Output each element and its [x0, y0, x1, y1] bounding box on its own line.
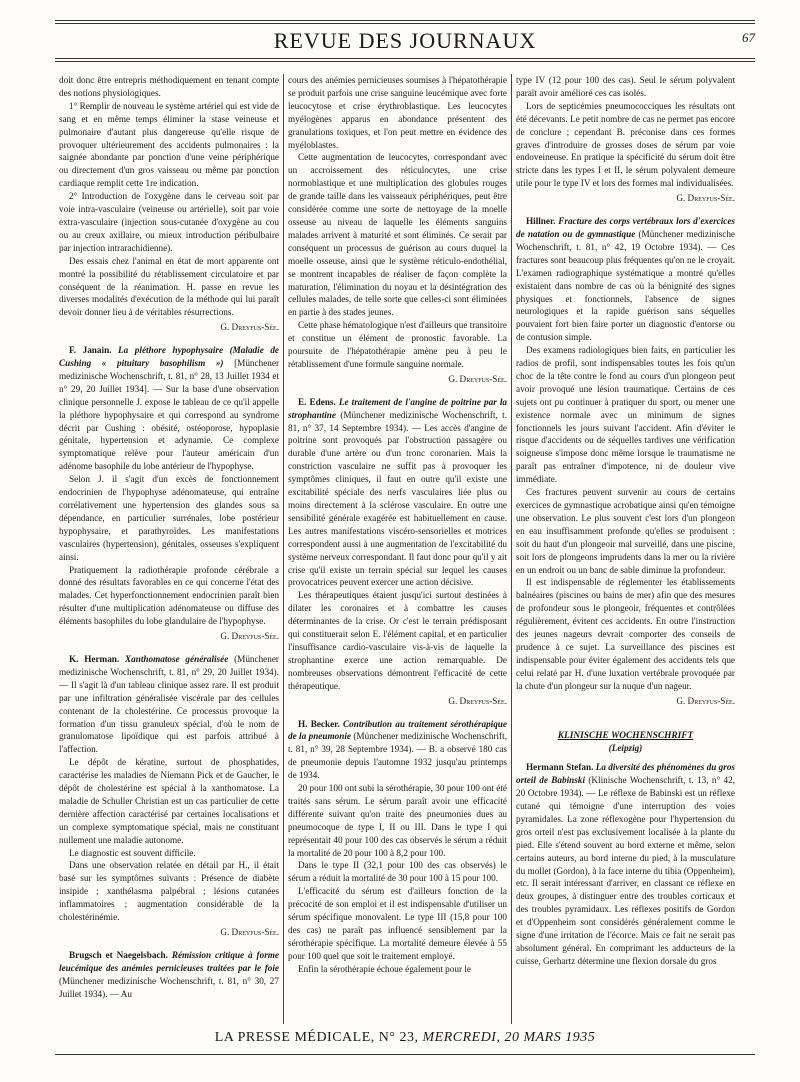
paragraph: Enfin la sérothérapie échoue également pour le [298, 963, 471, 974]
article-title: Fracture des corps vertébraux lors d'exercices de natation ou de gymnastique [516, 216, 736, 239]
article-author: K. Herman. [69, 653, 120, 664]
article-author: Hillner. [526, 216, 556, 227]
article-reference: (Münchener medizinische Wochenschrift, t. 81, n° 39, 28 Septembre 1934). — B. a observé 180 cas de pneumonie depuis l'automne 1932 jusqu'au printemps de 1934. [288, 731, 507, 781]
paragraph: Cette augmentation de leucocytes, correspondant avec un accroissement des réticulocytes, une crise normoblastique et une multiplication des globules rouges de grande taille dans les vaisseaux périphériques, peut être considérée comme une sorte de nettoyage de la moelle osseuse au niveau de laquelle les éléments sanguins malades arrivent à maturité et sont éliminés. Ce serait par conséquent un processus de guérison au cours duquel la moelle osseuse, ainsi que le système réticulo-endothélial, se montrent incapables de réaliser de façon complète la maturation, l'élimination du noyau et la désintégration des cellules malades, de telle sorte que celles-ci sont éliminées en partie à des stades jeunes. [288, 152, 507, 318]
article-heading [59, 653, 279, 756]
paragraph: 20 pour 100 ont subi la sérothérapie, 30 pour 100 ont été traités sans sérum. Le sérum paraît avoir une efficacité différente suivant qu'on traite des pneumonies dues au pneumocoque de type I, II ou III. Dans le type I qui représentait 40 pour 100 des cas observés le sérum a réduit la mortalité de 20 pour 100 à 8,2 pour 100. [288, 783, 507, 858]
page-header [55, 20, 755, 64]
paragraph: Des examens radiologiques bien faits, en particulier les radios de profil, sont indispensables toutes les fois qu'un choc de la tête contre le fond au cours d'un plongeon peut avoir provoqué une lésion traumatique. Certains de ces sujets ont pu continuer à pratiquer du sport, ou mener une existence normale avec un minimum de signes fonctionnels les jours suivant l'accident. Afin d'éviter le risque d'accidents ou de séquelles tardives une vérification soigneuse s'impose donc même lorsque le traumatisme ne paraît pas entraîner d'impotence, ni de douleur vive immédiate. [516, 345, 735, 485]
paragraph: doit donc être entrepris méthodiquement en tenant compte des notions physiologiques. [59, 75, 279, 98]
paragraph: Selon J. il s'agit d'un excès de fonctionnement endocrinien de l'hypophyse adénomateuse, qui entraîne corrélativement une hypertension des glandes sous sa dépendance, en particulier surrénales, lobe postérieur hypophysaire, et parathyroïdes. Les manifestations vasculaires (hypertension), génitales, osseuses s'expliquent ainsi. [59, 474, 279, 562]
article-columns [55, 74, 755, 1024]
paragraph: Cette phase hématologique n'est d'ailleurs que transitoire et constitue un élément de pronostic favorable. La poursuite de l'hépatothérapie amène peu à peu le rétablissement d'une formule sanguine normale. [288, 320, 507, 369]
signature: G. Dreyfus-Sée. [220, 631, 279, 642]
article-heading [288, 718, 507, 783]
page-number: 67 [742, 30, 755, 45]
paragraph: Dans une observation relatée en détail par H., il était basé sur les symptômes suivants : Présence de diabète insipide ; xanthélasma palpébral ; lésions cutanées inflammatoires ; augmentation considérable de la cholestérinémie. [59, 860, 279, 923]
footer-date: MERCREDI, 20 MARS 1935 [422, 1030, 596, 1045]
paragraph: Les thérapeutiques étaient jusqu'ici surtout destinées à dilater les coronaires et à combattre les causes déterminantes de la crise. Or c'est le terrain prédisposant qui constituerait selon E. l'élément capital, et en particulier l'insuffisance cardio-vasculaire vis-à-vis de laquelle la strophantine exerce une action remarquable. De nombreuses observations démontrent l'efficacité de cette thérapeutique. [288, 590, 507, 691]
footer-journal: LA PRESSE MÉDICALE, N° 23, [214, 1030, 419, 1045]
paragraph: Des essais chez l'animal en état de mort apparente ont montré la possibilité du rétablissement circulatoire et par conséquent de la réanimation. H. passe en revue les diverses modalités d'exécution de la méthode qui lui paraît devoir donner lieu à de véritables résurrections. [59, 255, 279, 318]
header-rule [55, 23, 755, 24]
signature: G. Dreyfus-Sée. [220, 322, 279, 333]
signature: G. Dreyfus-Sée. [448, 373, 507, 384]
paragraph: Le dépôt de kératine, surtout de phosphatides, caractérise les maladies de Niemann Pick et de Gaucher, le dépôt de cholestérine est spécial à la xanthomatose. La maladie de Schuller Christian est un cas particulier de cette dernière affection caractérisé par certaines localisations et un complexe symptomatique spécial, mais ne constituant nullement une maladie autonome. [59, 757, 279, 845]
signature: G. Dreyfus-Sée. [448, 695, 507, 706]
paragraph: Il est indispensable de réglementer les établissements balnéaires (piscines ou bains de mer) afin que des mesures de profondeur sous le plongeoir, fréquentes et contrôlées régulièrement, évitent ces accidents. En outre l'instruction des jeunes nageurs devrait comporter des conseils de prudence à ce sujet. La surveillance des piscines est indispensable pour éviter également des accidents tels que celui relaté par H. d'une luxation vertébrale provoquée par la chute d'un plongeur sur la nuque d'un nageur. [516, 577, 735, 691]
article-reference: (Münchener medizinische Wochenschrift, t. 81, n° 29, 20 Juillet 1934). — Il s'agit là d'un tableau clinique assez rare. Il est produit par une infiltration généralisée viscérale par des cellules contenant de la cholestérine. Ce processus provoque la formation d'un tissu granuleux spécial, d'où le nom de granulomatose lipoïdique qui est parfois attribué à l'affection. [59, 653, 279, 755]
header-rule [55, 58, 755, 59]
article-heading [516, 761, 735, 968]
column-3 [511, 74, 739, 1024]
article-title: La diversité des phénomènes du gros orteil de Babinski [516, 762, 736, 786]
article-heading [516, 215, 735, 344]
article-heading [288, 396, 507, 590]
article-reference: [Münchener medizinische Wochenschrift, t. 81, n° 28, 13 Juillet 1934 et n° 29, 20 Juillet 1934]. — Sur la base d'une observation clinique personnelle J. expose le tableau de ce qu'il appelle la pléthore hypophysaire et qui correspond au syndrome décrit par Cushing : obésité, ostéoporose, hypoplasie génitale, hypertension et adynamie. Ce complexe symptomatique relève pour l'auteur américain d'un adénome basophile du lobe antérieur de l'hypophyse. [59, 358, 280, 472]
article-title: La pléthore hypophysaire (Maladie de Cushing « pituitary basophilism ») [59, 345, 280, 369]
article-reference: (Münchener medizinische Wochenschrift, t. 81, n° 42, 19 Octobre 1934). — Ces fractures sont beaucoup plus fréquentes qu'on ne le croyait. L'examen radiographique systématique a montré qu'elles existaient dans nombre de cas où la bénignité des signes physiques et fonctionnels, l'absence de signes neurologiques et la rapide guérison sans séquelles pouvaient fort bien faire porter un diagnostic d'entorse ou de contusion simple. [516, 228, 735, 343]
article-author: H. Becker. [298, 718, 340, 729]
article-heading [59, 949, 279, 1001]
journal-section-heading: KLINISCHE WOCHENSCHRIFT [557, 730, 694, 741]
article-author: E. Edens. [298, 396, 336, 407]
paragraph: 1° Remplir de nouveau le système artériel qui est vide de sang et en même temps éliminer la stase veineuse et pulmonaire d'autant plus dangereuse qu'elle risque de provoquer ultérieurement des accidents pulmonaires : la saignée abondante par ponction d'une veine périphérique ou directement d'un gros vaisseau ou même par ponction cardiaque remplit cette 1re indication. [59, 100, 279, 189]
journal-section-title: REVUE DES JOURNAUX [273, 28, 537, 53]
article-reference: (Klinische Wochenschrift, t. 13, n° 42, 20 Octobre 1934). — Le réflexe de Babinski est un réflexe cutané qui témoigne d'une interruption des voies pyramidales. La zone réflexogène pour l'hypertension du gros orteil n'est pas exclusivement localisée à la plante du pied. Elle s'étend souvent au bord externe et même, selon certains auteurs, au bord interne du pied, à la musculature du mollet (Gordon), à la face interne du tibia (Oppenheim), etc. Il serait intéressant d'arriver, en classant ce réflexe en deux groupes, à distinguer entre des troubles corticaux et des troubles pyramidaux. Les réflexes positifs de Gordon et d'Oppenheim sont considérés généralement comme le signe d'une irritation de l'écorce. Mais ce fait ne serait pas absolument général. En comprimant les adducteurs de la cuisse, Gerhartz détermine une flexion dorsale du gros [516, 775, 735, 966]
signature: G. Dreyfus-Sée. [220, 927, 279, 937]
header-rule [55, 61, 755, 62]
article-author: Brugsch et Naegelsbach. [69, 949, 168, 960]
page-footer [55, 1030, 755, 1060]
paragraph: L'efficacité du sérum est d'ailleurs fonction de la précocité de son emploi et il est indispensable d'utiliser un sérum spécifique monovalent. Le type III (15,8 pour 100 des cas) ne paraît pas influencé sensiblement par la sérothérapie spécifique. La mortalité demeure élevée à 55 pour 100 quel que soit le traitement employé. [288, 886, 507, 961]
article-title: Rémission critique à forme leucémique des anémies pernicieuses traitées par le foie [59, 949, 279, 973]
paragraph: Dans le type II (32,1 pour 100 des cas observés) le sérum a réduit la mortalité de 30 pour 100 à 15 pour 100. [288, 860, 507, 884]
journal-section-city: (Leipzig) [608, 743, 643, 754]
signature: G. Dreyfus-Sée. [676, 695, 735, 706]
paragraph: Le diagnostic est souvent difficile. [69, 847, 196, 858]
article-heading [59, 344, 279, 473]
paragraph: Pratiquement la radiothérapie profonde cérébrale a donné des résultats favorables en ce qui concerne l'état des malades. Cet hyperfonctionnement endocrinien paraît bien résulter d'une multiplication adénomateuse ou diffuse des éléments basophiles du lobe glandulaire de l'hypophyse. [59, 564, 279, 627]
column-1 [55, 74, 283, 1024]
article-author: Hermann Stefan. [526, 762, 594, 773]
paragraph: Ces fractures peuvent survenir au cours de certains exercices de gymnastique acrobatique ainsi qu'en témoigne une observation. Le plus souvent c'est lors d'un plongeon en eau insuffisamment profonde qu'elles se produisent : soit du haut d'un plongeoir mal surveillé, dans une piscine, soit lors de plongeons imprudents dans la mer ou la rivière en un endroit ou un banc de sable diminue la profondeur. [516, 487, 735, 575]
signature: G. Dreyfus-Sée. [676, 193, 735, 204]
article-author: F. Janain. [69, 345, 112, 356]
article-title: Xanthomatose généralisée [125, 653, 229, 664]
paragraph: Lors de septicémies pneumococciques les résultats ont été décevants. Le petit nombre de cas ne permet pas encore de conclure ; cependant B. préconise dans ces formes graves d'introduire de grosses doses de sérum par voie endoveineuse. En pratique la spécificité du sérum doit être stricte dans les types I et II, le sérum polyvalent demeure utile pour le type IV et lors des formes mal individualisées. [516, 100, 735, 189]
paragraph: 2° Introduction de l'oxygène dans le cerveau soit par voie intra-vasculaire (veineuse ou artérielle), soit par voie extra-vasculaire (injection sous-cutanée d'oxygène au cou ou au creux axillaire, ou mieux introduction péribulbaire par injection intrarachidienne). [59, 191, 279, 253]
footer-rule [55, 1054, 755, 1055]
article-title: Contribution au traitement sérothérapique de la pneumonie [288, 718, 507, 742]
article-title: Le traitement de l'angine de poitrine par la strophantine [288, 396, 507, 420]
paragraph: type IV (12 pour 100 des cas). Seul le sérum polyvalent paraît avoir amélioré ces cas isolés. [516, 75, 735, 98]
column-2 [283, 74, 511, 1024]
header-rule [55, 20, 755, 21]
paragraph: cours des anémies pernicieuses soumises à l'hépatothérapie se produit parfois une crise sanguine leucémique avec forte leucocytose et crise érythroblastique. Les leucocytes myélogènes apparus en abondance présentent des granulations toxiques, et l'on peut mettre en évidence des myéloblastes. [288, 75, 507, 150]
article-reference: (Münchener medizinische Wochenschrift, t. 81, n° 37, 14 Septembre 1934). — Les accès d'angine de poitrine sont provoqués par l'obstruction passagère ou durable d'une artère ou d'un tronc coronarien. Mais la constriction vasculaire ne suffit pas à provoquer les symptômes cliniques, il faut en outre qu'il existe une excitabilité spéciale des nerfs vasculaires liée plus ou moins directement à la sclérose vasculaire. En outre une sensibilité générale exagérée est habituellement en cause. Les autres manifestations viscéro-sensorielles et motrices correspondent aussi à une augmentation de l'excitabilité du système nerveux correspondant. Il faut donc pour qu'il y ait crise qu'il existe un terrain spécial sur lequel les causes provocatrices peuvent exercer une action décisive. [288, 409, 507, 588]
article-reference: (Münchener medizinische Wochenschrift, t. 81, n° 30, 27 Juillet 1934). — Au [59, 975, 279, 999]
